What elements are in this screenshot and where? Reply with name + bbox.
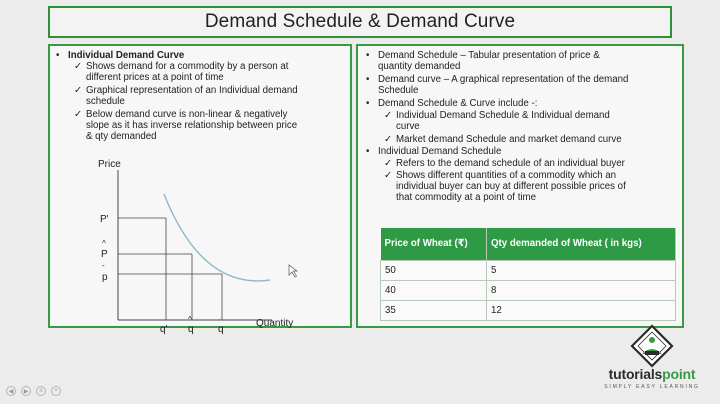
checkmark-icon: ✓ xyxy=(384,170,393,181)
left-point-1-line-2: different prices at a point of time xyxy=(86,72,224,83)
right-bullet-1-line-1: Demand Schedule – Tabular presentation of price & xyxy=(378,50,600,61)
logo-word-b: point xyxy=(662,366,696,382)
qty-mark-hat: ^ xyxy=(188,315,192,324)
left-point-2-line-2: schedule xyxy=(86,96,125,107)
table-row xyxy=(381,280,676,300)
slide-playback-controls xyxy=(6,386,61,396)
logo-word-a: tutorials xyxy=(608,366,663,382)
right-bullet-4-sub-1 xyxy=(384,158,625,169)
checkmark-icon: ✓ xyxy=(74,109,83,120)
qty-mark-q-bar: q xyxy=(218,324,224,335)
right-bullet-2 xyxy=(366,74,628,96)
left-point-2-line-1: Graphical representation of an Individual demand xyxy=(86,85,298,96)
price-mark-bar: - xyxy=(102,261,105,270)
checkmark-icon: ✓ xyxy=(74,85,83,96)
checkmark-icon: ✓ xyxy=(74,61,83,72)
table-cell-qty: 8 xyxy=(487,280,676,300)
right-bullet-4-sub-1-text: Refers to the demand schedule of an individual buyer xyxy=(396,158,625,169)
price-mark-hat: ^ xyxy=(102,239,106,248)
left-point-1 xyxy=(74,61,288,83)
logo-emblem-icon xyxy=(590,324,714,366)
left-point-3-line-3: & qty demanded xyxy=(86,131,157,142)
right-bullet-3-sub-1-line-1: Individual Demand Schedule & Individual demand xyxy=(396,110,610,121)
right-bullet-4-sub-2-line-3: that commodity at a point of time xyxy=(396,192,536,203)
demand-curve-graph xyxy=(60,159,350,335)
right-bullet-4-sub-2-line-2: individual buyer can buy at different possible prices of xyxy=(396,181,626,192)
right-bullet-1 xyxy=(366,50,680,72)
right-bullet-3-text: Demand Schedule & Curve include -: xyxy=(378,98,538,109)
table-cell-qty: 12 xyxy=(487,300,676,320)
left-heading: Individual Demand Curve xyxy=(68,50,185,61)
zoom-icon[interactable]: + xyxy=(51,386,61,396)
checkmark-icon: ✓ xyxy=(384,134,393,145)
checkmark-icon: ✓ xyxy=(384,158,393,169)
demand-curve xyxy=(164,194,270,281)
table-cell-price: 40 xyxy=(381,280,487,300)
bullet-icon: • xyxy=(366,146,370,157)
left-heading-row xyxy=(56,50,184,61)
right-bullet-2-line-1: Demand curve – A graphical representation of the demand xyxy=(378,74,629,85)
bullet-icon: • xyxy=(366,98,370,109)
tutorialspoint-logo xyxy=(590,324,714,400)
logo-tagline: SIMPLY EASY LEARNING xyxy=(604,384,700,390)
slide-title: Demand Schedule & Demand Curve xyxy=(204,11,516,32)
price-mark-p-bar: p xyxy=(102,272,108,283)
slide-menu-icon[interactable]: ≡ xyxy=(36,386,46,396)
table-cell-price: 50 xyxy=(381,260,487,280)
right-bullet-4-sub-2-line-1: Shows different quantities of a commodity which an xyxy=(396,170,617,181)
price-mark-p-hat: P xyxy=(101,249,108,260)
left-point-2 xyxy=(74,85,298,107)
left-point-1-line-1: Shows demand for a commodity by a person at xyxy=(86,61,289,72)
right-panel xyxy=(356,44,684,328)
checkmark-icon: ✓ xyxy=(384,110,393,121)
right-bullet-3-sub-2-text: Market demand Schedule and market demand curve xyxy=(396,134,622,145)
mouse-cursor-icon xyxy=(289,265,297,277)
bullet-icon: • xyxy=(366,74,370,85)
right-bullet-1-line-2: quantity demanded xyxy=(378,61,461,72)
right-bullet-3-sub-1 xyxy=(384,110,610,132)
right-bullet-4-sub-2 xyxy=(384,170,626,203)
right-bullet-3 xyxy=(366,98,537,109)
left-point-3 xyxy=(74,109,297,142)
next-slide-icon[interactable]: ▶ xyxy=(21,386,31,396)
table-header-qty: Qty demanded of Wheat ( in kgs) xyxy=(487,228,676,260)
previous-slide-icon[interactable]: ◀ xyxy=(6,386,16,396)
table-row xyxy=(381,260,676,280)
right-bullet-3-sub-2 xyxy=(384,134,622,145)
table-header-price: Price of Wheat (₹) xyxy=(381,228,487,260)
qty-mark-bar: - xyxy=(218,315,221,324)
bullet-icon: • xyxy=(366,50,370,61)
bullet-icon: • xyxy=(56,50,60,61)
right-bullet-4 xyxy=(366,146,501,157)
left-point-3-line-2: slope as it has inverse relationship between price xyxy=(86,120,298,131)
qty-mark-q-prime: q' xyxy=(160,324,168,335)
qty-mark-q-hat: q xyxy=(188,324,194,335)
wheat-demand-table xyxy=(380,228,676,321)
right-bullet-4-text: Individual Demand Schedule xyxy=(378,146,502,157)
right-bullet-3-sub-1-line-2: curve xyxy=(396,121,420,132)
y-axis-label: Price xyxy=(98,159,121,170)
x-axis-label: Quantity xyxy=(256,318,294,329)
table-row xyxy=(381,300,676,320)
slide-title-box xyxy=(48,6,672,38)
table-cell-qty: 5 xyxy=(487,260,676,280)
price-mark-p-prime: P' xyxy=(100,214,109,225)
right-bullet-2-line-2: Schedule xyxy=(378,85,419,96)
logo-wordmark xyxy=(590,366,714,382)
table-header-row xyxy=(381,228,676,260)
left-panel xyxy=(48,44,352,335)
left-point-3-line-1: Below demand curve is non-linear & negatively xyxy=(86,109,288,120)
table-cell-price: 35 xyxy=(381,300,487,320)
